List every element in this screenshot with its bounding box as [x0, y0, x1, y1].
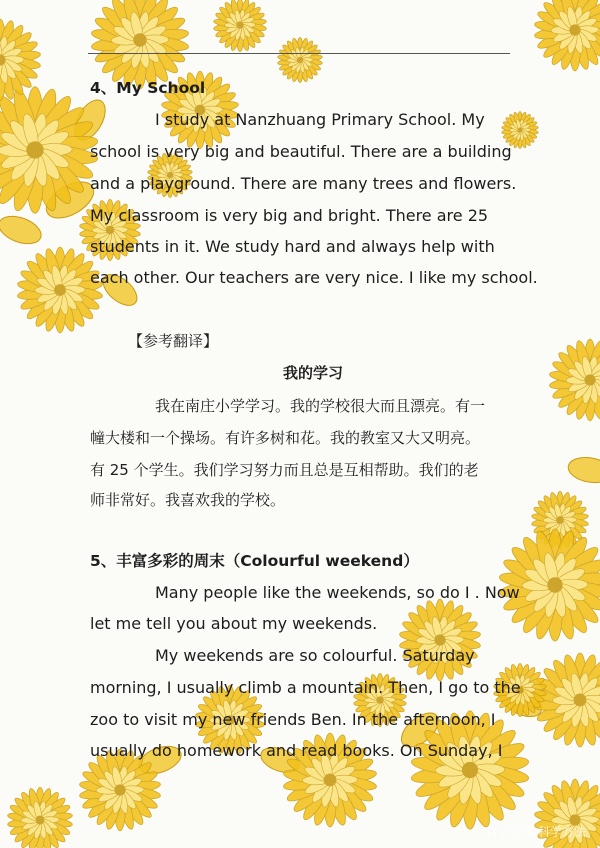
translation-line: 幢大楼和一个操场。有许多树和花。我的教室又大又明亮。 [90, 429, 481, 447]
chrysanthemum-flower [17, 247, 103, 333]
leaf-shape [0, 211, 45, 249]
chrysanthemum-flower [91, 0, 190, 89]
paragraph-line: My weekends are so colourful. Saturday [155, 646, 475, 665]
translation-line: 我在南庄小学学习。我的学校很大而且漂亮。有一 [155, 397, 486, 415]
paragraph-line: morning, I usually climb a mountain. Then, I go to the [90, 678, 521, 697]
paragraph-line: students in it. We study hard and always help with [90, 237, 495, 256]
translation-label: 【参考翻译】 [128, 332, 219, 350]
section-5-heading: 5、丰富多彩的周末（Colourful weekend） [90, 552, 419, 570]
paragraph-line: school is very big and beautiful. There are a building [90, 142, 512, 161]
chrysanthemum-flower [277, 38, 322, 83]
chrysanthemum-flower [399, 599, 481, 681]
chrysanthemum-flower [213, 0, 266, 52]
paragraph-line: Many people like the weekends, so do I . Now [155, 583, 520, 602]
translation-title: 我的学习 [283, 364, 344, 382]
paragraph-line: let me tell you about my weekends. [90, 614, 378, 633]
paragraph-line: usually do homework and read books. On Sunday, I [90, 741, 503, 760]
watermark: 百家号/教科学方法 [485, 825, 586, 839]
paragraph-line: My classroom is very big and bright. There are 25 [90, 206, 489, 225]
chrysanthemum-flower [534, 0, 600, 71]
section-4-heading: 4、My School [90, 79, 206, 97]
chrysanthemum-flower [7, 787, 73, 848]
translation-line: 师非常好。我喜欢我的学校。 [90, 491, 286, 509]
translation-line: 有 25 个学生。我们学习努力而且总是互相帮助。我们的老 [90, 461, 479, 479]
paragraph-line: and a playground. There are many trees and flowers. [90, 174, 517, 193]
paragraph-line: zoo to visit my new friends Ben. In the afternoon, I [90, 710, 496, 729]
paragraph-line: I study at Nanzhuang Primary School. My [155, 110, 485, 129]
top-divider-line [88, 53, 510, 54]
paragraph-line: each other. Our teachers are very nice. I like my school. [90, 268, 538, 287]
leaf-shape [566, 454, 600, 485]
chrysanthemum-flower [549, 339, 600, 421]
